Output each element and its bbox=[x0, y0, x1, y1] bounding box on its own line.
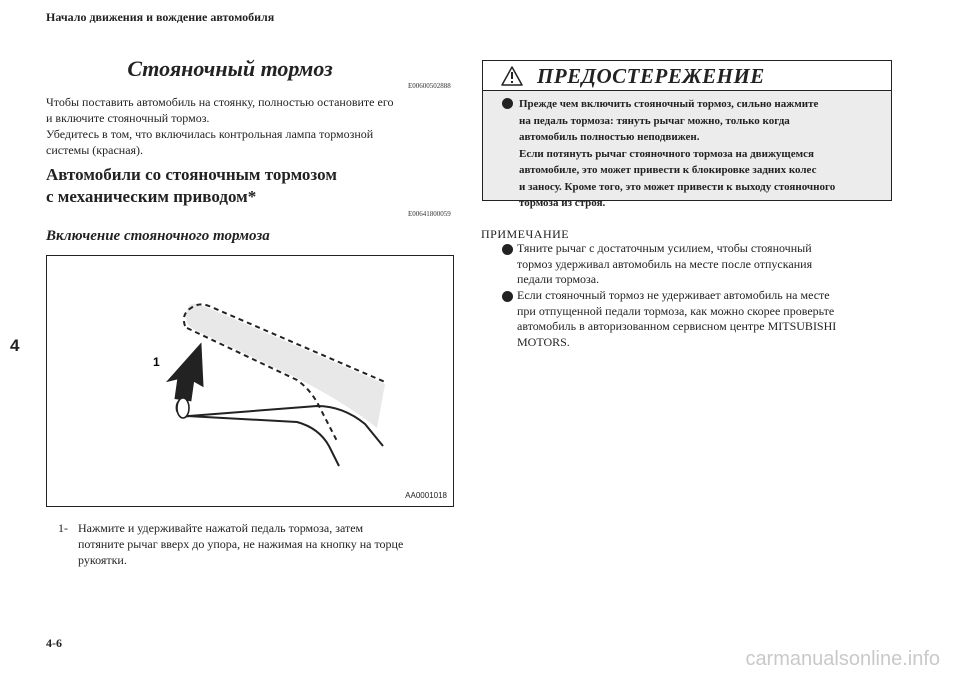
caption-text bbox=[78, 520, 468, 568]
note-line: автомобиль в авторизованном сервисном центре MITSUBISHI bbox=[517, 319, 837, 333]
warning-header bbox=[483, 61, 891, 91]
subsection-title bbox=[46, 164, 337, 208]
page-number: 4-6 bbox=[46, 636, 62, 650]
watermark: carmanualsonline.info bbox=[745, 648, 940, 670]
intro-line: Чтобы поставить автомобиль на стоянку, полностью остановите его bbox=[46, 95, 394, 109]
callout-number: 1 bbox=[153, 355, 160, 369]
warning-line: автомобиль полностью неподвижен. bbox=[519, 131, 700, 143]
intro-paragraph bbox=[46, 94, 393, 158]
warning-line: тормоза из строя. bbox=[519, 197, 606, 209]
subsection-title-line: с механическим приводом* bbox=[46, 187, 257, 206]
warning-triangle-icon bbox=[501, 66, 523, 86]
caption-line: потяните рычаг вверх до упора, не нажимая на кнопку на торце bbox=[78, 537, 404, 551]
warning-text bbox=[519, 96, 887, 212]
intro-line: системы (красная). bbox=[46, 143, 144, 157]
subsection-code: E00641800059 bbox=[408, 210, 451, 218]
warning-title: ПРЕДОСТЕРЕЖЕНИЕ bbox=[537, 64, 765, 88]
warning-line: автомобиле, это может привести к блокировке задних колес bbox=[519, 164, 817, 176]
running-header: Начало движения и вождение автомобиля bbox=[46, 10, 275, 24]
note-item-2 bbox=[517, 288, 917, 350]
note-line: педали тормоза. bbox=[517, 272, 600, 286]
warning-line: Прежде чем включить стояночный тормоз, сильно нажмите bbox=[519, 98, 819, 110]
handbrake-lever-illustration bbox=[47, 256, 453, 506]
warning-line: Если потянуть рычаг стояночного тормоза на движущемся bbox=[519, 147, 814, 160]
section-code: E00600502888 bbox=[408, 82, 451, 90]
warning-box bbox=[482, 60, 892, 209]
warning-bullet bbox=[502, 98, 513, 109]
intro-line: Убедитесь в том, что включилась контрольная лампа тормозной bbox=[46, 127, 374, 141]
lever-figure bbox=[46, 255, 454, 507]
warning-line: на педаль тормоза: тянуть рычаг можно, только когда bbox=[519, 114, 790, 127]
caption-line: рукоятки. bbox=[78, 553, 127, 567]
intro-line: и включите стояночный тормоз. bbox=[46, 111, 210, 125]
note-line: MOTORS. bbox=[517, 334, 570, 349]
chapter-tab: 4 bbox=[10, 336, 20, 355]
note-line: Тяните рычаг с достаточным усилием, чтобы стояночный bbox=[517, 241, 812, 255]
note-bullet bbox=[502, 244, 513, 255]
note-label: ПРИМЕЧАНИЕ bbox=[481, 227, 570, 241]
caption-line: Нажмите и удерживайте нажатой педаль тормоза, затем bbox=[78, 521, 364, 535]
note-line: при отпущенной педали тормоза, как можно скорее проверьте bbox=[517, 303, 835, 318]
caption-number: 1- bbox=[58, 521, 68, 535]
warning-line: и заносу. Кроме того, это может привести к выходу стояночного bbox=[519, 180, 836, 193]
note-bullet bbox=[502, 291, 513, 302]
note-item-1 bbox=[517, 241, 917, 288]
engage-title: Включение стояночного тормоза bbox=[46, 228, 270, 244]
note-line: тормоз удерживал автомобиль на месте после отпускания bbox=[517, 256, 813, 271]
section-title: Стояночный тормоз bbox=[127, 56, 333, 81]
figure-code: AA0001018 bbox=[405, 491, 447, 500]
subsection-title-line: Автомобили со стояночным тормозом bbox=[46, 165, 337, 184]
note-line: Если стояночный тормоз не удерживает автомобиль на месте bbox=[517, 288, 830, 302]
